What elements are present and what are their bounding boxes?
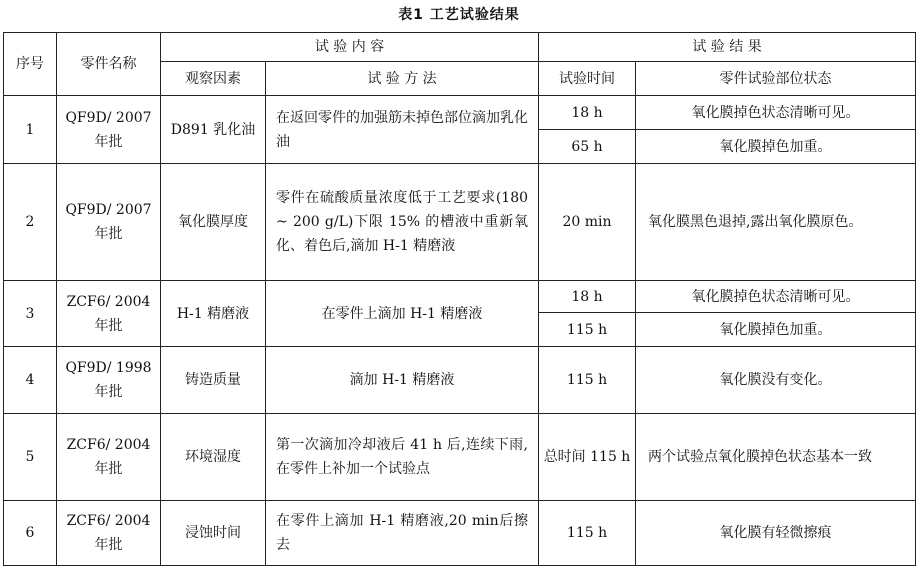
cell-state: 两个试验点氧化膜掉色状态基本一致 (636, 414, 916, 501)
table-row (4, 501, 916, 566)
cell-seq: 3 (4, 281, 57, 347)
cell-time: 115 h (539, 347, 636, 414)
cell-seq: 5 (4, 414, 57, 501)
cell-seq: 4 (4, 347, 57, 414)
cell-factor: 环境湿度 (161, 414, 266, 501)
cell-method: 在零件上滴加 H-1 精磨液 (266, 281, 539, 347)
table-row (4, 164, 916, 281)
cell-part-name: QF9D/ 1998 年批 (57, 347, 161, 414)
cell-time: 115 h (539, 501, 636, 566)
cell-method: 滴加 H-1 精磨液 (266, 347, 539, 414)
cell-state: 氧化膜掉色状态清晰可见。 (636, 96, 916, 130)
cell-factor: 氧化膜厚度 (161, 164, 266, 281)
cell-factor: 铸造质量 (161, 347, 266, 414)
cell-part-name: ZCF6/ 2004 年批 (57, 281, 161, 347)
cell-time: 18 h (539, 96, 636, 130)
cell-method: 第一次滴加冷却液后 41 h 后,连续下雨,在零件上补加一个试验点 (266, 414, 539, 501)
cell-factor: 浸蚀时间 (161, 501, 266, 566)
cell-part-name: ZCF6/ 2004 年批 (57, 501, 161, 566)
cell-part-name: ZCF6/ 2004 年批 (57, 414, 161, 501)
header-time: 试验时间 (539, 62, 636, 96)
table-caption: 表1 工艺试验结果 (398, 7, 520, 23)
table-row (4, 414, 916, 501)
cell-time: 总时间 115 h (539, 414, 636, 501)
cell-method: 零件在硫酸质量浓度低于工艺要求(180 ~ 200 g/L)下限 15% 的槽液中重新氧化、着色后,滴加 H-1 精磨液 (266, 164, 539, 281)
cell-part-name: QF9D/ 2007 年批 (57, 164, 161, 281)
cell-time: 20 min (539, 164, 636, 281)
cell-state: 氧化膜黑色退掉,露出氧化膜原色。 (636, 164, 916, 281)
cell-seq: 1 (4, 96, 57, 164)
results-table (3, 32, 916, 566)
cell-time: 115 h (539, 313, 636, 347)
cell-seq: 2 (4, 164, 57, 281)
cell-state: 氧化膜掉色状态清晰可见。 (636, 281, 916, 313)
header-factor: 观察因素 (161, 62, 266, 96)
table-row (4, 281, 916, 313)
header-method: 试 验 方 法 (266, 62, 539, 96)
cell-method: 在零件上滴加 H-1 精磨液,20 min后擦去 (266, 501, 539, 566)
header-seq: 序号 (4, 33, 57, 96)
header-state: 零件试验部位状态 (636, 62, 916, 96)
cell-state: 氧化膜有轻微擦痕 (636, 501, 916, 566)
cell-factor: H-1 精磨液 (161, 281, 266, 347)
cell-time: 18 h (539, 281, 636, 313)
cell-state: 氧化膜掉色加重。 (636, 130, 916, 164)
header-part-name: 零件名称 (57, 33, 161, 96)
header-test-content: 试 验 内 容 (161, 33, 539, 62)
cell-state: 氧化膜没有变化。 (636, 347, 916, 414)
cell-factor: D891 乳化油 (161, 96, 266, 164)
header-row-1 (4, 33, 916, 62)
table-row (4, 347, 916, 414)
cell-state: 氧化膜掉色加重。 (636, 313, 916, 347)
cell-part-name: QF9D/ 2007 年批 (57, 96, 161, 164)
header-test-result: 试 验 结 果 (539, 33, 916, 62)
cell-seq: 6 (4, 501, 57, 566)
cell-time: 65 h (539, 130, 636, 164)
table-row (4, 96, 916, 130)
cell-method: 在返回零件的加强筋未掉色部位滴加乳化油 (266, 96, 539, 164)
